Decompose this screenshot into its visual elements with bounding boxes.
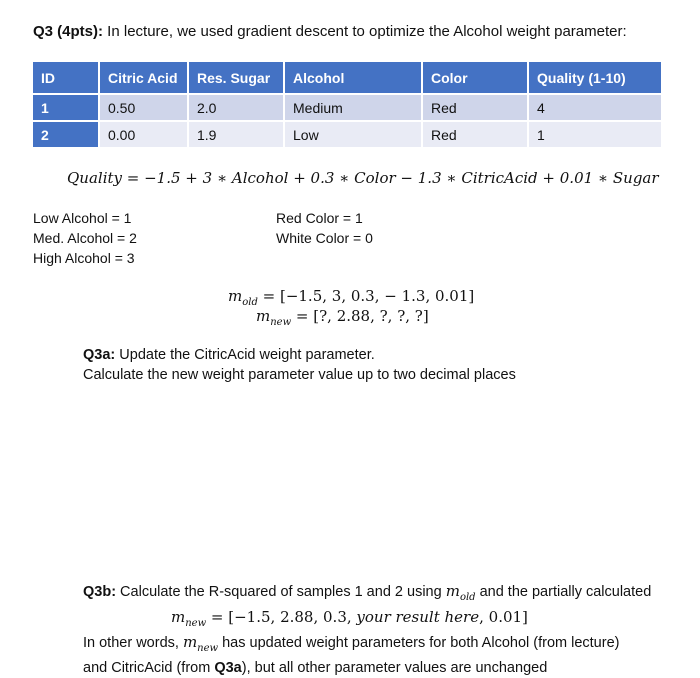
q3b-label: Q3b: [83,584,116,600]
header-citric-acid: Citric Acid [99,62,188,94]
q3b-line3-symbol: m [183,633,197,651]
cell-id: 2 [33,121,99,147]
m-new-symbol: m [256,307,270,325]
m-new-value: = [?, 2.88, ?, ?, ?] [291,307,429,325]
q3b-block [83,582,683,678]
q3b-m-old [446,582,476,600]
q3b-line3-start: In other words, [83,635,183,651]
m-old-vector [228,287,474,308]
header-id: ID [33,62,99,94]
cell-color: Red [422,121,528,147]
m-new-subscript: new [270,317,291,328]
q3b-line3-end: has updated weight parameters for both Alcohol (from lecture) [218,635,619,651]
q3b-m-old-subscript: old [460,592,476,603]
question-header [33,23,627,40]
quality-equation: Quality = −1.5 + 3 ∗ Alcohol + 0.3 ∗ Color − 1.3 ∗ CitricAcid + 0.01 ∗ Sugar [67,169,659,187]
q3b-line4 [83,659,683,678]
q3a-label: Q3a: [83,347,115,363]
q3b-line1-text: Calculate the R-squared of samples 1 and 2 using [116,584,446,600]
legend-white-color: White Color = 0 [276,228,373,248]
wine-data-table [33,62,663,147]
q3b-m-new-end: , 0.01] [479,608,528,626]
cell-color: Red [422,94,528,121]
q3b-line3-subscript: new [197,643,218,654]
m-old-subscript: old [242,297,258,308]
q3b-line2 [83,608,683,634]
table-header-row [33,62,662,94]
table-row [33,121,662,147]
cell-quality: 4 [528,94,662,121]
m-old-symbol: m [228,287,242,305]
header-alcohol: Alcohol [284,62,422,94]
q3a-line2: Calculate the new weight parameter value up to two decimal places [83,365,516,385]
alcohol-legend [33,208,137,268]
cell-res-sugar: 1.9 [188,121,284,147]
cell-alcohol: Medium [284,94,422,121]
cell-id: 1 [33,94,99,121]
table-row [33,94,662,121]
q3b-line4-start: and CitricAcid (from [83,660,214,676]
cell-citric-acid: 0.00 [99,121,188,147]
legend-low-alcohol: Low Alcohol = 1 [33,208,137,228]
m-old-value: = [−1.5, 3, 0.3, − 1.3, 0.01] [258,287,474,305]
color-legend [276,208,373,248]
q3a-line1 [83,345,516,365]
header-res-sugar: Res. Sugar [188,62,284,94]
cell-citric-acid: 0.50 [99,94,188,121]
legend-red-color: Red Color = 1 [276,208,373,228]
q3b-line3-m-new [183,633,218,651]
m-new-vector [256,307,429,328]
q3b-m-new-subscript: new [185,618,206,629]
q3b-line1-end: and the partially calculated [476,584,652,600]
header-quality: Quality (1-10) [528,62,662,94]
cell-alcohol: Low [284,121,422,147]
legend-med-alcohol: Med. Alcohol = 2 [33,228,137,248]
q3b-m-old-symbol: m [446,582,460,600]
q3a-block [83,345,516,385]
q3b-line1 [83,582,683,608]
question-label: Q3 (4pts): [33,23,103,40]
q3a-text: Update the CitricAcid weight parameter. [115,347,375,363]
q3b-line4-end: ), but all other parameter values are unchanged [242,660,548,676]
question-text: In lecture, we used gradient descent to optimize the Alcohol weight parameter: [103,23,627,40]
q3b-line4-bold: Q3a [214,660,241,676]
q3b-line3 [83,633,683,659]
q3b-your-result: your result here [356,608,479,626]
q3b-m-new-symbol: m [171,608,185,626]
cell-quality: 1 [528,121,662,147]
header-color: Color [422,62,528,94]
cell-res-sugar: 2.0 [188,94,284,121]
legend-high-alcohol: High Alcohol = 3 [33,248,137,268]
q3b-m-new-value: = [−1.5, 2.88, 0.3, [206,608,356,626]
